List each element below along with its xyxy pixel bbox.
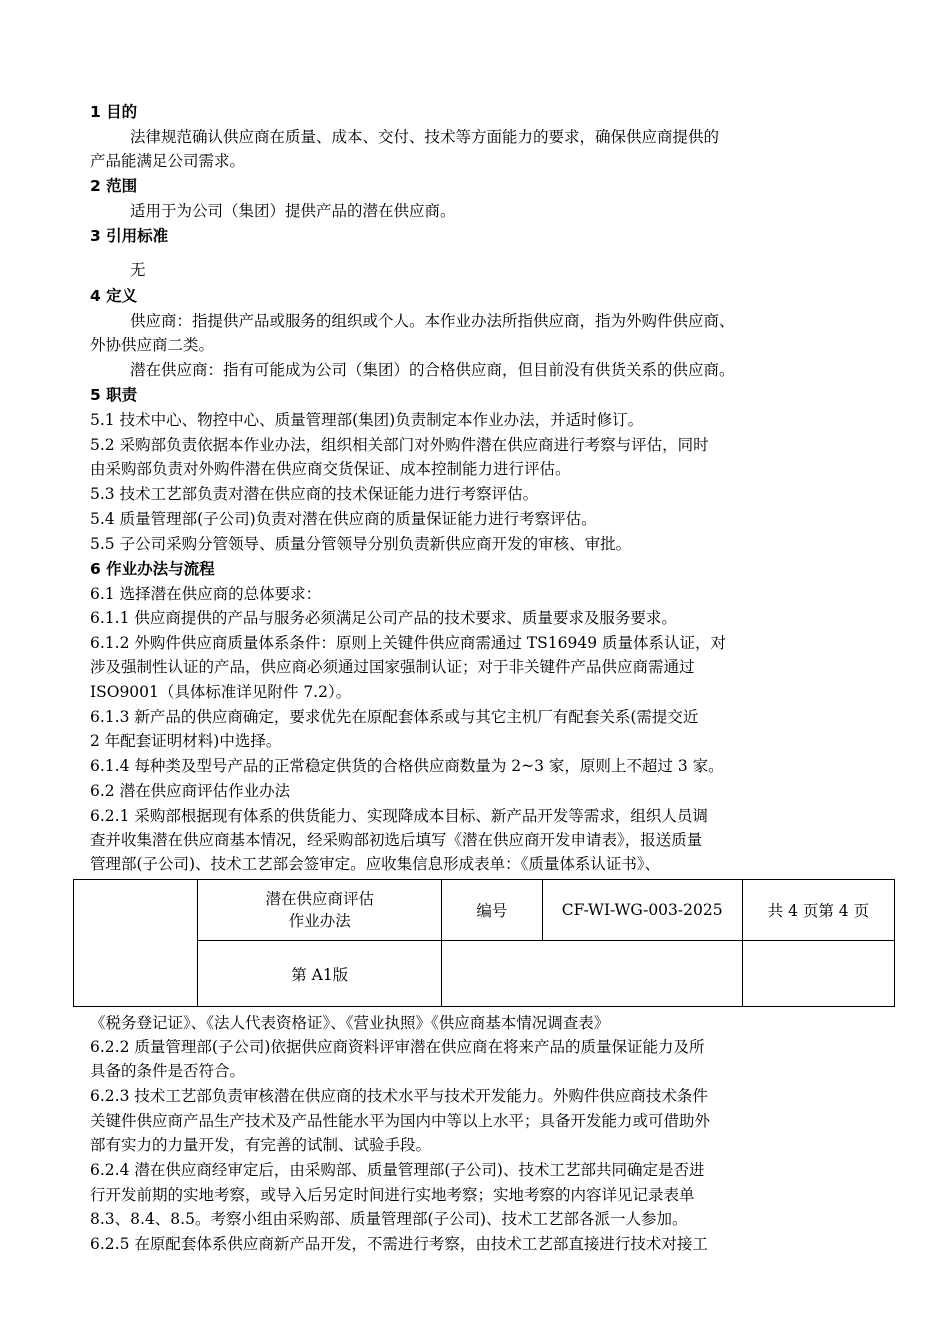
paragraph: 产品能满足公司需求。 [90,152,246,170]
doc-title-cell [198,880,442,941]
paragraph: 具备的条件是否符合。 [90,1062,246,1080]
paragraph: ISO9001（具体标准详见附件 7.2）。 [90,683,352,701]
paragraph: 6.2.3 技术工艺部负责审核潜在供应商的技术水平与技术开发能力。外购件供应商技术条件 [90,1087,708,1105]
page-count-cell: 共 4 页第 4 页 [742,880,894,941]
section-heading-definitions: 4 定义 [90,287,138,305]
paragraph: 5.3 技术工艺部负责对潜在供应商的技术保证能力进行考察评估。 [90,485,539,503]
paragraph: 8.3、8.4、8.5。考察小组由采购部、质量管理部(子公司)、技术工艺部各派一人参加。 [90,1210,688,1228]
empty-cell [742,941,894,1007]
paragraph: 6.2.5 在原配套体系供应商新产品开发，不需进行考察，由技术工艺部直接进行技术对接工 [90,1235,708,1253]
section-heading-procedure: 6 作业办法与流程 [90,560,215,578]
paragraph: 6.2.2 质量管理部(子公司)依据供应商资料评审潜在供应商在将来产品的质量保证能力及所 [90,1038,705,1056]
paragraph: 6.2.1 采购部根据现有体系的供货能力、实现降成本目标、新产品开发等需求，组织人员调 [90,807,708,825]
paragraph: 供应商：指提供产品或服务的组织或个人。本作业办法所指供应商，指为外购件供应商、 [130,312,735,330]
paragraph: 行开发前期的实地考察，或导入后另定时间进行实地考察；实地考察的内容详见记录表单 [90,1186,695,1204]
section-heading-responsibilities: 5 职责 [90,386,138,404]
paragraph: 无 [130,261,146,279]
empty-cell [442,941,743,1007]
page-header-table [73,879,895,1007]
paragraph: 《税务登记证》、《法人代表资格证》、《营业执照》《供应商基本情况调查表》 [90,1014,610,1032]
paragraph: 外协供应商二类。 [90,336,215,354]
paragraph: 由采购部负责对外购件潜在供应商交货保证、成本控制能力进行评估。 [90,460,571,478]
paragraph: 管理部(子公司)、技术工艺部会签审定。应收集信息形成表单：《质量体系认证书》、 [90,855,661,873]
logo-cell [74,880,198,1007]
paragraph: 6.1.2 外购件供应商质量体系条件：原则上关键件供应商需通过 TS16949 质量体系认证，对 [90,634,726,652]
paragraph: 6.1.1 供应商提供的产品与服务必须满足公司产品的技术要求、质量要求及服务要求。 [90,609,677,627]
code-label-cell: 编号 [442,880,543,941]
paragraph: 5.2 采购部负责依据本作业办法，组织相关部门对外购件潜在供应商进行考察与评估，同时 [90,436,709,454]
paragraph: 查并收集潜在供应商基本情况，经采购部初选后填写《潜在供应商开发申请表》，报送质量 [90,831,703,849]
paragraph: 法律规范确认供应商在质量、成本、交付、技术等方面能力的要求，确保供应商提供的 [130,128,720,146]
doc-title-line1: 潜在供应商评估 [265,890,374,908]
paragraph: 涉及强制性认证的产品，供应商必须通过国家强制认证；对于非关键件产品供应商需通过 [90,658,695,676]
paragraph: 6.2.4 潜在供应商经审定后，由采购部、质量管理部(子公司)、技术工艺部共同确定是否进 [90,1161,705,1179]
code-value-cell: CF-WI-WG-003-2025 [542,880,742,941]
section-heading-references: 3 引用标准 [90,227,169,245]
paragraph: 6.2 潜在供应商评估作业办法 [90,782,291,800]
paragraph: 5.5 子公司采购分管领导、质量分管领导分别负责新供应商开发的审核、审批。 [90,535,632,553]
paragraph: 2 年配套证明材料)中选择。 [90,732,282,750]
paragraph: 6.1.4 每种类及型号产品的正常稳定供货的合格供应商数量为 2~3 家，原则上不超过 3 家。 [90,757,724,775]
paragraph: 5.1 技术中心、物控中心、质量管理部(集团)负责制定本作业办法，并适时修订。 [90,411,644,429]
paragraph: 6.1.3 新产品的供应商确定，要求优先在原配套体系或与其它主机厂有配套关系(需提交近 [90,708,699,726]
paragraph: 部有实力的力量开发，有完善的试制、试验手段。 [90,1136,432,1154]
paragraph: 关键件供应商产品生产技术及产品性能水平为国内中等以上水平；具备开发能力或可借助外 [90,1112,711,1130]
paragraph: 6.1 选择潜在供应商的总体要求： [90,585,322,603]
paragraph: 5.4 质量管理部(子公司)负责对潜在供应商的质量保证能力进行考察评估。 [90,510,597,528]
section-heading-purpose: 1 目的 [90,103,138,121]
paragraph: 潜在供应商：指有可能成为公司（集团）的合格供应商，但目前没有供货关系的供应商。 [130,361,735,379]
paragraph: 适用于为公司（集团）提供产品的潜在供应商。 [130,202,456,220]
section-heading-scope: 2 范围 [90,177,138,195]
version-cell: 第 A1版 [198,941,442,1007]
doc-title-line2: 作业办法 [288,912,351,930]
